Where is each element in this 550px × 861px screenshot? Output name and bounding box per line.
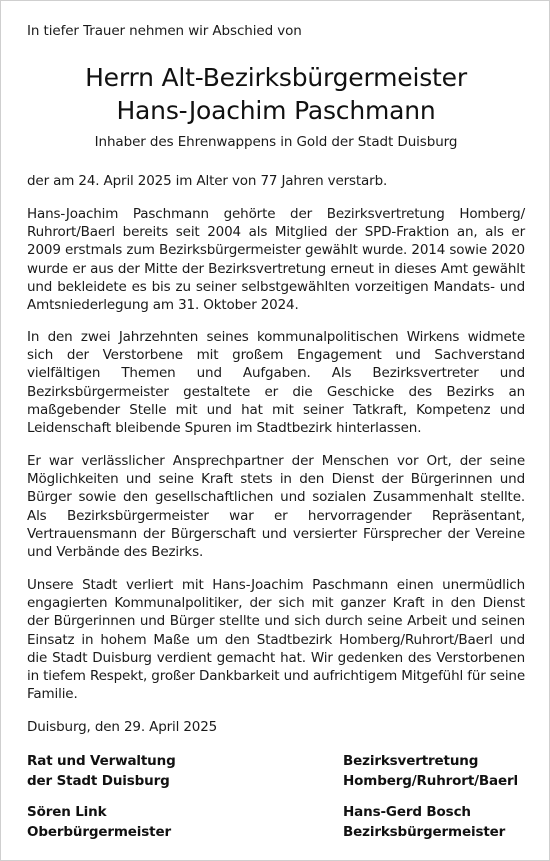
place-date: Duisburg, den 29. April 2025 (27, 719, 218, 735)
signature-mayor (27, 803, 171, 842)
intro-line: In tiefer Trauer nehmen wir Abschied von (27, 23, 302, 39)
paragraph-remembrance: Unsere Stadt verliert mit Hans-Joachim Paschmann einen unermüdlich engagierten Kommunalpolitiker, der sich mit ganzer Kraft in den Dienst der Bürgerinnen und Bürger stellte und sich durch seine Arbeit und seinen Einsatz in hohem Maße um den Stadtbezirk Homberg/Ruhrort/Baerl und die Stadt Duisburg verdient gemacht hat. Wir gedenken des Verstorbenen in tiefem Respekt, großer Dankbarkeit und aufrichtigem Mitgefühl für seine Familie. (27, 577, 525, 703)
signature-district-council (343, 752, 518, 791)
signature-district-council-line1: Bezirksvertretung (343, 753, 479, 769)
title-name: Hans-Joachim Paschmann (116, 96, 436, 125)
signature-district-mayor (343, 803, 505, 842)
signature-city-council-line1: Rat und Verwaltung (27, 753, 176, 769)
paragraph-engagement: In den zwei Jahrzehnten seines kommunalpolitischen Wirkens widmete sich der Verstorbene mit großem Engagement und Sachverstand vielfältigen Themen und Aufgaben. Als Bezirksvertreter und Bezirksbürgermeister gestaltete er die Geschicke des Bezirks an maßgebender Stelle mit und hat mit seiner Tatkraft, Kompetenz und Leidenschaft bleibende Spuren im Stadtbezirk hinterlassen. (27, 329, 525, 437)
honor-subtitle: Inhaber des Ehrenwappens in Gold der Stadt Duisburg (94, 134, 458, 150)
signature-district-council-line2: Homberg/Ruhrort/Baerl (343, 772, 518, 789)
signature-city-council (27, 752, 176, 791)
signature-mayor-title: Oberbürgermeister (27, 823, 171, 840)
signature-city-council-line2: der Stadt Duisburg (27, 772, 170, 789)
paragraph-contact-person: Er war verlässlicher Ansprechpartner der Menschen vor Ort, der seine Möglichkeiten und seine Kraft stets in den Dienst der Bürgerinnen und Bürger sowie den gesellschaftlichen und sozialen Zusammenhalt stellte. Als Bezirksbürgermeister war er hervorragender Repräsentant, Vertrauensmann der Bürgerschaft und versierter Fürsprecher der Vereine und Verbände des Bezirks. (27, 453, 525, 561)
death-line: der am 24. April 2025 im Alter von 77 Jahren verstarb. (27, 173, 388, 189)
signature-district-mayor-name: Hans-Gerd Bosch (343, 804, 471, 820)
paragraph-career: Hans-Joachim Paschmann gehörte der Bezirksvertretung Homberg/ Ruhrort/Baerl bereits seit 2004 als Mitglied der SPD-Fraktion an, als er 2009 erstmals zum Bezirksbürgermeister gewählt wurde. 2014 sowie 2020 wurde er aus der Mitte der Bezirksvertretung erneut in dieses Amt gewählt und bekleidete es bis zu seiner selbstgewählten vorzeitigen Mandats- und Amtsniederlegung am 31. Oktober 2024. (27, 206, 525, 314)
signature-district-mayor-title: Bezirksbürgermeister (343, 823, 506, 840)
title-honorific: Herrn Alt-Bezirksbürgermeister (85, 63, 467, 92)
signature-mayor-name: Sören Link (27, 804, 107, 820)
